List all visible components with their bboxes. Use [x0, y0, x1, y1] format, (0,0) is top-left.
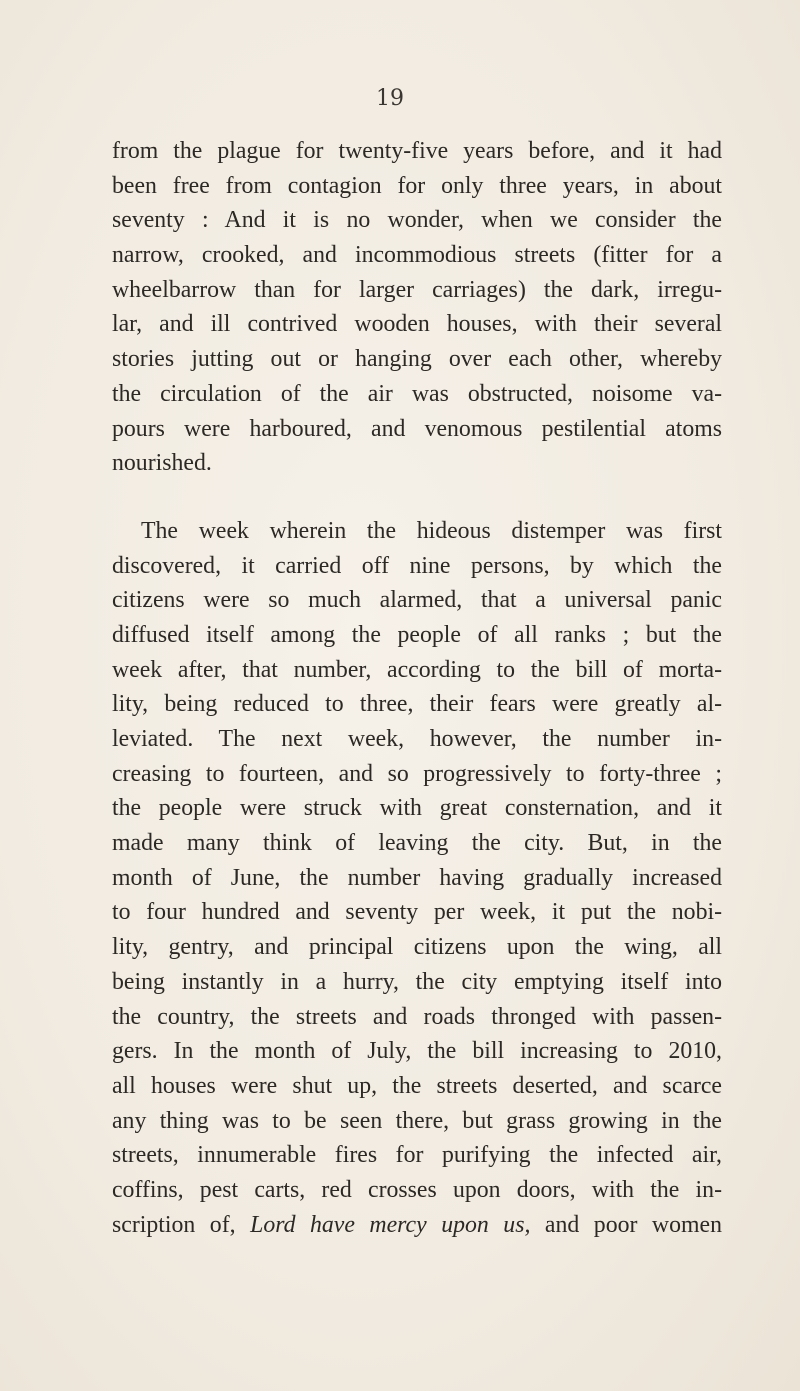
- text-line: streets, innumerable fires for purifying the infected air,: [112, 1142, 722, 1169]
- text-line: lity, being reduced to three, their fears were greatly al-: [112, 691, 722, 718]
- text-line: stories jutting out or hanging over each other, whereby: [112, 346, 722, 373]
- text-line: being instantly in a hurry, the city emptying itself into: [112, 968, 722, 995]
- text-line: narrow, crooked, and incommodious streets (fitter for a: [112, 242, 722, 269]
- paragraph-spacer: [112, 481, 722, 514]
- text-line: made many think of leaving the city. But, in the: [112, 830, 722, 857]
- text-line: week after, that number, according to the bill of morta-: [112, 656, 722, 683]
- paragraph-1: [112, 134, 722, 481]
- text-line: to four hundred and seventy per week, it put the nobi-: [112, 899, 722, 926]
- text-line: gers. In the month of July, the bill increasing to 2010,: [112, 1038, 722, 1065]
- text-line: discovered, it carried off nine persons, by which the: [112, 552, 722, 579]
- paragraph-2: [112, 514, 722, 1242]
- text-line: seventy : And it is no wonder, when we consider the: [112, 207, 722, 234]
- text-line: been free from contagion for only three years, in about: [112, 172, 722, 199]
- italic-inscription: Lord have mercy upon us,: [250, 1211, 531, 1238]
- last-line-start: scription of,: [112, 1211, 251, 1238]
- text-line: nourished.: [112, 450, 212, 477]
- text-line: creasing to fourteen, and so progressively to forty-three ;: [112, 760, 722, 787]
- text-line: citizens were so much alarmed, that a universal panic: [112, 587, 722, 614]
- text-line: lar, and ill contrived wooden houses, with their several: [112, 311, 722, 338]
- text-line: wheelbarrow than for larger carriages) the dark, irregu-: [112, 276, 722, 303]
- text-line: any thing was to be seen there, but grass growing in the: [112, 1107, 722, 1134]
- text-line: pours were harboured, and venomous pestilential atoms: [112, 415, 722, 442]
- body-text: [112, 134, 722, 1242]
- text-line: coffins, pest carts, red crosses upon doors, with the in-: [112, 1176, 722, 1203]
- text-line: month of June, the number having gradually increased: [112, 864, 722, 891]
- text-line: from the plague for twenty-five years before, and it had: [112, 138, 722, 164]
- text-line: all houses were shut up, the streets deserted, and scarce: [112, 1072, 722, 1099]
- page-number: 19: [376, 86, 404, 111]
- text-line: leviated. The next week, however, the number in-: [112, 726, 722, 752]
- text-line: the people were struck with great consternation, and it: [112, 795, 722, 822]
- text-line: the country, the streets and roads thronged with passen-: [112, 1003, 722, 1030]
- text-line: the circulation of the air was obstructed, noisome va-: [112, 380, 722, 407]
- text-line: diffused itself among the people of all ranks ; but the: [112, 621, 722, 648]
- text-line: lity, gentry, and principal citizens upon the wing, all: [112, 934, 722, 961]
- text-line: The week wherein the hideous distemper was first: [141, 517, 722, 544]
- last-line-end: and poor women: [530, 1211, 722, 1238]
- text-line-last: [112, 1208, 722, 1243]
